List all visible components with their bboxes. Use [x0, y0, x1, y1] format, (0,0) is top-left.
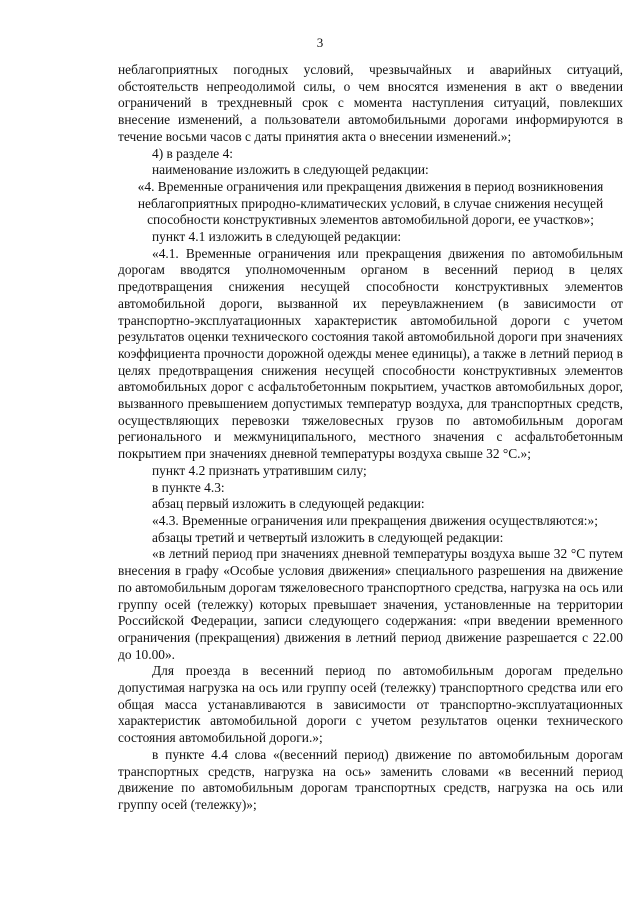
paragraph-item-4-1-instruction: пункт 4.1 изложить в следующей редакции: [152, 229, 402, 245]
page-number: 3 [316, 35, 324, 50]
paragraph-first-clause-instruction: абзац первый изложить в следующей редакции: [152, 496, 425, 512]
paragraph-continuation: неблагоприятных погодных условий, чрезвычайных и аварийных ситуаций, обстоятельств непреодолимой силы, о чем вносятся изменения в акт о введении ограничений в трехдневный срок с момента наступления ситуаций, повлекших внесение изменений, а пользователи автомобильными дорогами информируются в течение восьми часов с даты принятия акта о внесении изменений.»; [118, 62, 623, 144]
paragraph-section-4: 4) в разделе 4: [152, 145, 234, 161]
paragraph-clauses-instruction: абзацы третий и четвертый изложить в следующей редакции: [152, 529, 504, 545]
paragraph-item-4-1: «4.1. Временные ограничения или прекращения движения по автомобильным дорогам вводятся уполномоченным органом в весенний период в целях предотвращения снижения несущей способности конструктивных элементов автомобильной дороги, вызванной их переувлажнением (в зависимости от транспортно-эксплуатационных характеристик автомобильной дороги с учетом результатов оценки технического состояния такой автомобильной дороги при значениях коэффициента прочности дорожной одежды менее единицы), а также в летний период в целях предотвращения снижения несущей способности конструктивных элементов автомобильных дорог с асфальтобетонным покрытием, участков автомобильных дорог, вызванного превышением допустимых температур воздуха, для транспортных средств, осуществляющих перевозки тяжеловесных грузов по автомобильным дорогам регионального и межмуниципального, местного значения с асфальтобетонным покрытием при значениях дневной температуры воздуха свыше 32 °С.»; [118, 245, 623, 462]
document-body [118, 62, 623, 814]
paragraph-section-title: «4. Временные ограничения или прекращения движения в период возникновения неблагоприятных природно-климатических условий, в случае снижения несущей способности конструктивных элементов автомобильной дороги, ее участков»; [137, 178, 604, 228]
paragraph-item-4-2: пункт 4.2 признать утратившим силу; [152, 462, 367, 478]
paragraph-title-instruction: наименование изложить в следующей редакции: [152, 162, 429, 178]
paragraph-item-4-3: в пункте 4.3: [152, 479, 225, 495]
paragraph-item-4-3-text: «4.3. Временные ограничения или прекращения движения осуществляются:»; [152, 512, 598, 528]
paragraph-spring-period: Для проезда в весенний период по автомобильным дорогам предельно допустимая нагрузка на ось или группу осей (тележку) транспортного средства или его общая масса устанавливаются в зависимости от транспортно-эксплуатационных характеристик автомобильной дороги с учетом результатов оценки технического состояния автомобильной дороги.»; [118, 663, 623, 746]
paragraph-item-4-4: в пункте 4.4 слова «(весенний период) движение по автомобильным дорогам транспортных средств, нагрузка на ось» заменить словами «в весенний период движение по автомобильным дорогам транспортных средств, нагрузка на ось или группу осей (тележку)»; [118, 746, 623, 812]
paragraph-summer-period: «в летний период при значениях дневной температуры воздуха выше 32 °С путем внесения в графу «Особые условия движения» специального разрешения на движение по автомобильным дорогам тяжеловесного транспортного средства, нагрузка на ось или группу осей (тележку) которых превышает значения, установленные на территории Российской Федерации, записи следующего содержания: «при введении временного ограничения (прекращения) движения в летний период движение разрешается с 22.00 до 10.00». [118, 546, 623, 662]
